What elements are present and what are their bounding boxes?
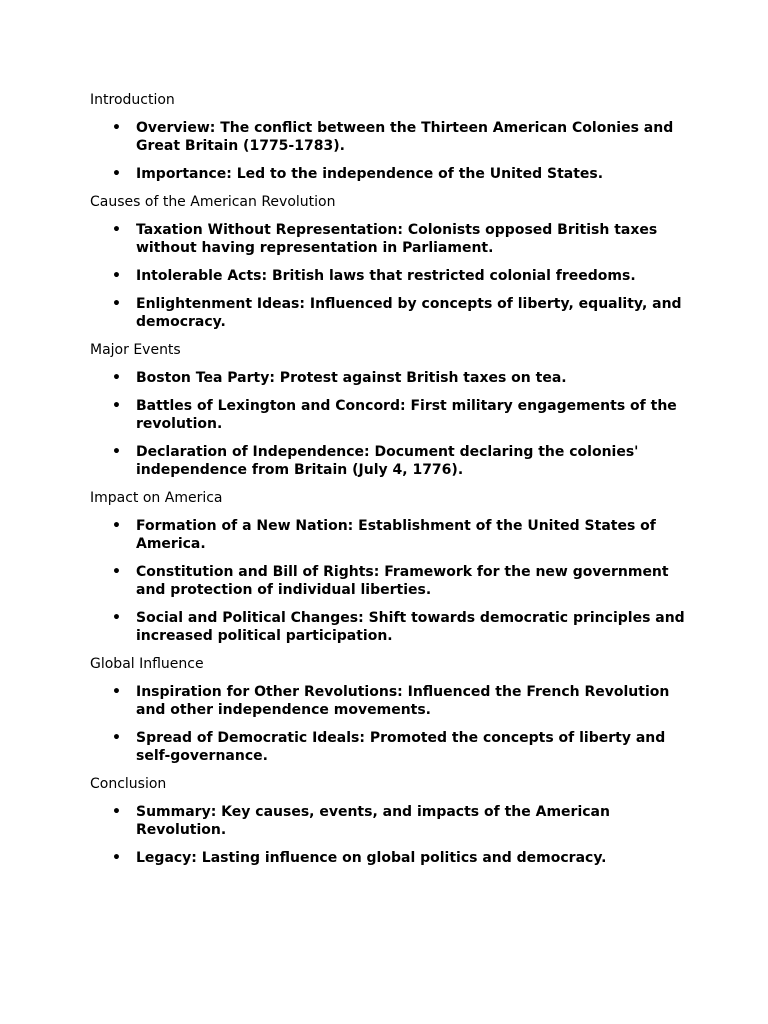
list-item <box>90 295 690 331</box>
section-causes <box>90 193 690 331</box>
bullet-list <box>90 683 690 765</box>
list-item <box>90 165 690 183</box>
list-item-text: Legacy: Lasting influence on global politics and democracy. <box>136 850 607 866</box>
list-item <box>90 683 690 719</box>
bullet-list <box>90 369 690 479</box>
section-major-events <box>90 341 690 479</box>
list-item-text: Formation of a New Nation: Establishment of the United States of America. <box>136 518 656 552</box>
bullet-icon: • <box>112 564 121 580</box>
bullet-icon: • <box>112 296 121 312</box>
list-item-text: Taxation Without Representation: Colonists opposed British taxes without having representation in Parliament. <box>136 222 658 256</box>
list-item <box>90 729 690 765</box>
bullet-icon: • <box>112 684 121 700</box>
list-item <box>90 609 690 645</box>
list-item-text: Boston Tea Party: Protest against British taxes on tea. <box>136 370 567 386</box>
section-heading: Major Events <box>90 342 181 358</box>
bullet-icon: • <box>112 398 121 414</box>
bullet-icon: • <box>112 370 121 386</box>
document-page <box>90 91 690 877</box>
bullet-icon: • <box>112 730 121 746</box>
bullet-icon: • <box>112 222 121 238</box>
bullet-icon: • <box>112 268 121 284</box>
bullet-list <box>90 517 690 645</box>
list-item-text: Spread of Democratic Ideals: Promoted the concepts of liberty and self-governance. <box>136 730 666 764</box>
list-item-text: Importance: Led to the independence of the United States. <box>136 166 604 182</box>
list-item <box>90 397 690 433</box>
bullet-icon: • <box>112 120 121 136</box>
list-item-text: Overview: The conflict between the Thirteen American Colonies and Great Britain (1775-1783). <box>136 120 674 154</box>
list-item <box>90 369 690 387</box>
list-item <box>90 803 690 839</box>
bullet-list <box>90 119 690 183</box>
list-item-text: Summary: Key causes, events, and impacts of the American Revolution. <box>136 804 610 838</box>
list-item-text: Inspiration for Other Revolutions: Influenced the French Revolution and other independence movements. <box>136 684 670 718</box>
bullet-icon: • <box>112 166 121 182</box>
bullet-list <box>90 221 690 331</box>
section-global-influence <box>90 655 690 765</box>
list-item <box>90 221 690 257</box>
list-item <box>90 849 690 867</box>
list-item <box>90 443 690 479</box>
list-item-text: Constitution and Bill of Rights: Framework for the new government and protection of individual liberties. <box>136 564 669 598</box>
bullet-icon: • <box>112 804 121 820</box>
list-item-text: Declaration of Independence: Document declaring the colonies' independence from Britain (July 4, 1776). <box>136 444 639 478</box>
bullet-icon: • <box>112 850 121 866</box>
bullet-icon: • <box>112 444 121 460</box>
list-item-text: Enlightenment Ideas: Influenced by concepts of liberty, equality, and democracy. <box>136 296 682 330</box>
list-item <box>90 267 690 285</box>
list-item-text: Social and Political Changes: Shift towards democratic principles and increased political participation. <box>136 610 685 644</box>
section-impact-on-america <box>90 489 690 645</box>
list-item <box>90 517 690 553</box>
section-heading: Impact on America <box>90 490 223 506</box>
section-heading: Global Influence <box>90 656 204 672</box>
section-heading: Causes of the American Revolution <box>90 194 336 210</box>
list-item-text: Battles of Lexington and Concord: First military engagements of the revolution. <box>136 398 677 432</box>
section-introduction <box>90 91 690 183</box>
section-conclusion <box>90 775 690 867</box>
section-heading: Introduction <box>90 92 175 108</box>
list-item-text: Intolerable Acts: British laws that restricted colonial freedoms. <box>136 268 636 284</box>
list-item <box>90 563 690 599</box>
list-item <box>90 119 690 155</box>
bullet-icon: • <box>112 610 121 626</box>
bullet-list <box>90 803 690 867</box>
section-heading: Conclusion <box>90 776 167 792</box>
bullet-icon: • <box>112 518 121 534</box>
